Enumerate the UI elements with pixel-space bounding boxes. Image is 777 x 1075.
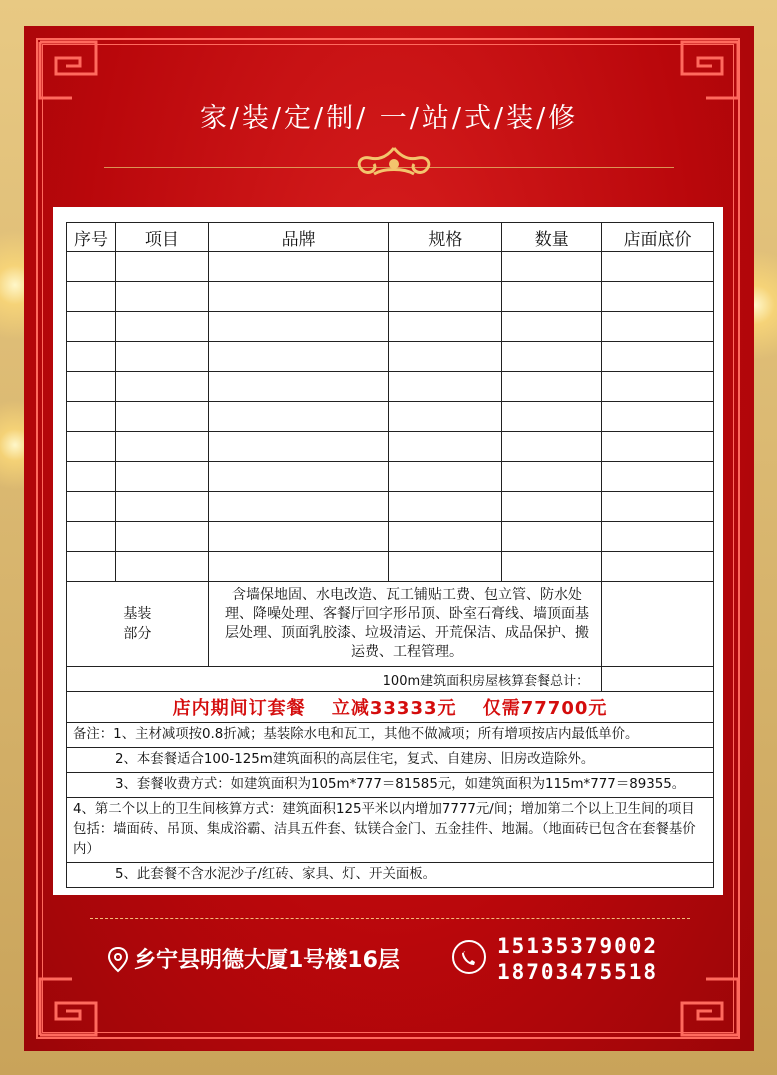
note-row bbox=[67, 798, 714, 863]
table-cell bbox=[502, 372, 602, 402]
table-cell bbox=[602, 432, 714, 462]
note-5: 5、此套餐不含水泥沙子/红砖、家具、灯、开关面板。 bbox=[67, 863, 714, 888]
table-cell bbox=[208, 462, 389, 492]
table-row bbox=[67, 432, 714, 462]
total-row bbox=[67, 667, 714, 692]
table-cell bbox=[115, 372, 208, 402]
table-cell bbox=[115, 342, 208, 372]
table-cell bbox=[67, 402, 116, 432]
quote-table bbox=[66, 222, 714, 888]
table-cell bbox=[389, 342, 502, 372]
table-cell bbox=[389, 552, 502, 582]
note-2: 2、本套餐适合100-125m建筑面积的高层住宅，复式、自建房、旧房改造除外。 bbox=[67, 748, 714, 773]
table-cell bbox=[67, 462, 116, 492]
table-cell bbox=[502, 312, 602, 342]
table-cell bbox=[389, 432, 502, 462]
table-cell bbox=[389, 402, 502, 432]
corner-ornament-bottom-left bbox=[36, 967, 108, 1039]
header-spec: 规格 bbox=[389, 223, 502, 252]
table-cell bbox=[67, 552, 116, 582]
ornament bbox=[334, 144, 454, 184]
table-row bbox=[67, 402, 714, 432]
note-3: 3、套餐收费方式：如建筑面积为105m*777＝81585元，如建筑面积为115m*777＝89355。 bbox=[67, 773, 714, 798]
table-cell bbox=[67, 372, 116, 402]
table-cell bbox=[602, 282, 714, 312]
total-value-cell bbox=[602, 667, 714, 692]
table-cell bbox=[208, 312, 389, 342]
phone-numbers bbox=[497, 933, 658, 985]
table-row bbox=[67, 282, 714, 312]
note-row bbox=[67, 773, 714, 798]
location-pin-icon bbox=[106, 946, 130, 974]
table-cell bbox=[208, 522, 389, 552]
table-cell bbox=[115, 462, 208, 492]
table-row bbox=[67, 522, 714, 552]
table-cell bbox=[602, 552, 714, 582]
header-item: 项目 bbox=[115, 223, 208, 252]
table-row bbox=[67, 492, 714, 522]
table-cell bbox=[115, 552, 208, 582]
table-cell bbox=[115, 282, 208, 312]
table-cell bbox=[208, 432, 389, 462]
table-cell bbox=[208, 252, 389, 282]
table-cell bbox=[389, 372, 502, 402]
note-row bbox=[67, 723, 714, 748]
table-cell bbox=[389, 282, 502, 312]
table-cell bbox=[502, 282, 602, 312]
package-row bbox=[67, 582, 714, 667]
promo-row bbox=[67, 692, 714, 723]
table-row bbox=[67, 342, 714, 372]
table-cell bbox=[389, 252, 502, 282]
note-row bbox=[67, 863, 714, 888]
table-header bbox=[67, 223, 714, 252]
table-cell bbox=[208, 492, 389, 522]
table-cell bbox=[389, 462, 502, 492]
table-cell bbox=[502, 252, 602, 282]
table-cell bbox=[67, 432, 116, 462]
table-cell bbox=[502, 492, 602, 522]
header-brand: 品牌 bbox=[208, 223, 389, 252]
table-cell bbox=[67, 522, 116, 552]
table-cell bbox=[389, 312, 502, 342]
table-cell bbox=[67, 492, 116, 522]
note-1: 备注：1、主材减项按0.8折减；基装除水电和瓦工，其他不做减项；所有增项按店内最低单价。 bbox=[67, 723, 714, 748]
phone-number-1: 15135379002 bbox=[497, 934, 659, 958]
total-label: 100m建筑面积房屋核算套餐总计： bbox=[67, 667, 602, 692]
table-cell bbox=[67, 342, 116, 372]
table-cell bbox=[208, 282, 389, 312]
table-cell bbox=[389, 522, 502, 552]
table-row bbox=[67, 252, 714, 282]
table-cell bbox=[208, 342, 389, 372]
table-cell bbox=[602, 372, 714, 402]
table-row bbox=[67, 372, 714, 402]
table-cell bbox=[502, 552, 602, 582]
table-cell bbox=[115, 312, 208, 342]
table-cell bbox=[115, 252, 208, 282]
package-label-line1: 基装 bbox=[123, 606, 152, 622]
promo-text: 店内期间订套餐 立减33333元 仅需77700元 bbox=[67, 692, 714, 723]
corner-ornament-bottom-right bbox=[670, 967, 742, 1039]
table-cell bbox=[67, 252, 116, 282]
package-description: 含墙保地固、水电改造、瓦工铺贴工费、包立管、防水处理、降噪处理、客餐厅回字形吊顶、卧室石膏线、墙顶面基层处理、顶面乳胶漆、垃圾清运、开荒保洁、成品保护、搬运费、工程管理。 bbox=[208, 582, 601, 667]
table-cell bbox=[115, 492, 208, 522]
phone-number-2: 18703475518 bbox=[497, 960, 659, 984]
table-cell bbox=[208, 552, 389, 582]
table-cell bbox=[389, 492, 502, 522]
footer-divider bbox=[90, 918, 690, 919]
package-label-line2: 部分 bbox=[123, 626, 152, 642]
table-cell bbox=[502, 522, 602, 552]
table-cell bbox=[602, 522, 714, 552]
table-cell bbox=[502, 432, 602, 462]
note-row bbox=[67, 748, 714, 773]
table-cell bbox=[502, 462, 602, 492]
table-cell bbox=[208, 402, 389, 432]
table-cell bbox=[602, 312, 714, 342]
table-cell bbox=[115, 402, 208, 432]
table-cell bbox=[67, 282, 116, 312]
table-cell bbox=[115, 522, 208, 552]
note-4: 4、第二个以上的卫生间核算方式：建筑面积125平米以内增加7777元/间；增加第二个以上卫生间的项目包括：墙面砖、吊顶、集成浴霸、洁具五件套、钛镁合金门、五金挂件、地漏。（地面砖已包含在套餐基价内） bbox=[67, 798, 714, 863]
table-cell bbox=[67, 312, 116, 342]
header-quantity: 数量 bbox=[502, 223, 602, 252]
table-row bbox=[67, 312, 714, 342]
table-cell bbox=[502, 342, 602, 372]
header-index: 序号 bbox=[67, 223, 116, 252]
page-title: 家/装/定/制/ 一/站/式/装/修 bbox=[199, 103, 579, 134]
table-cell bbox=[602, 492, 714, 522]
phone-icon bbox=[452, 940, 486, 974]
table-cell bbox=[208, 372, 389, 402]
table-cell bbox=[602, 402, 714, 432]
table-cell bbox=[115, 432, 208, 462]
phone-handset-icon bbox=[454, 942, 484, 972]
package-price-cell bbox=[602, 582, 714, 667]
table-cell bbox=[502, 402, 602, 432]
table-row bbox=[67, 462, 714, 492]
table-row bbox=[67, 552, 714, 582]
address: 乡宁县明德大厦1号楼16层 bbox=[134, 948, 400, 973]
header-price: 店面底价 bbox=[602, 223, 714, 252]
table-cell bbox=[602, 462, 714, 492]
table-cell bbox=[602, 342, 714, 372]
table-cell bbox=[602, 252, 714, 282]
package-label bbox=[67, 582, 209, 667]
